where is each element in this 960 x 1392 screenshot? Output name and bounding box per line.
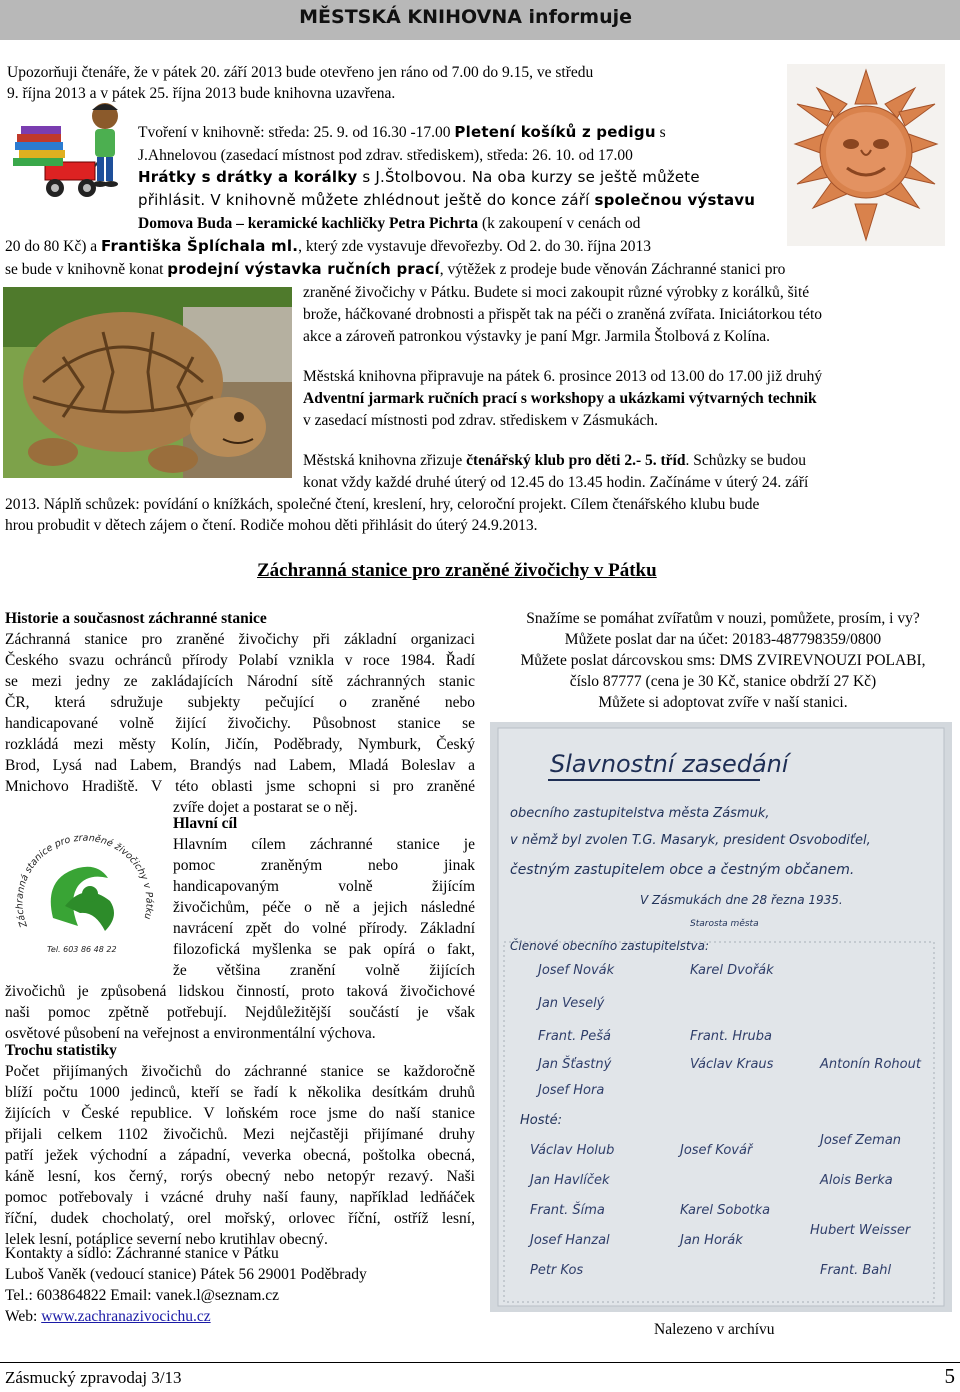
stats-heading: Trochu statistiky	[5, 1042, 117, 1059]
archive-signature: Václav Holub	[530, 1143, 615, 1158]
page-number: 5	[944, 1364, 955, 1388]
section-title: Záchranná stanice pro zraněné živočichy v Pátku	[257, 560, 657, 581]
archive-signature: Josef Kovář	[680, 1143, 753, 1158]
goal-paragraph: Hlavním cílem záchranné stanice je pomoc zraněným nebo jinak handicapovaným volně žijícím živočichům, péče o ně a jejich následné navrácení zpět do volné přírody. Základní filozofická myšlenka se pak opírá o fakt, že většina zranění volně žijících	[173, 836, 475, 979]
archive-guests-label: Hosté:	[520, 1113, 562, 1128]
archive-signature: Josef Novák	[538, 963, 615, 978]
archive-heading: Slavnostní zasedání	[550, 750, 789, 778]
workshop-line: 20 do 80 Kč) a Františka Šplíchala ml., který zde vystavuje dřevořezby. Od 2. do 30. října 2013	[5, 237, 651, 255]
goal-heading: Hlavní cíl	[173, 815, 238, 832]
workshop-line: J.Ahnelovou (zasedací místnost pod zdrav. střediskem), středa: 26. 10. od 17.00	[138, 147, 633, 164]
logo-tel: Tel. 603 86 48 22	[47, 945, 117, 954]
archive-signature: Jan Veselý	[538, 996, 605, 1011]
archive-members-label: Členové obecního zastupitelstva:	[510, 939, 710, 953]
svg-text:Záchranná stanice pro zraněné	[14, 833, 154, 930]
ceramic-sun-photo	[787, 64, 945, 246]
workshop-line: Domova Buda – keramické kachličky Petra Pichrta (k zakoupení v cenách od	[138, 215, 641, 232]
history-paragraph-end: zvíře dojet a postarat se o něj.	[173, 799, 358, 816]
archive-signature: Frant. Hruba	[690, 1029, 772, 1044]
archive-signature: Václav Kraus	[690, 1057, 774, 1072]
closure-line: Upozorňuji čtenáře, že v pátek 20. září 2013 bude otevřeno jen ráno od 7.00 do 9.15, ve středu	[7, 64, 594, 81]
workshop-line: zraněné živočichy v Pátku. Budete si moci zakoupit různé výrobky z korálků, šité	[303, 284, 810, 301]
archive-signature: Jan Havlíček	[530, 1173, 610, 1188]
history-heading: Historie a současnost záchranné stanice	[5, 610, 267, 627]
workshop-line: Hrátky s drátky a korálky s J.Štolbovou. Na oba kurzy se ještě můžete	[138, 168, 700, 186]
archive-line: čestným zastupitelem obce a čestným občanem.	[510, 862, 855, 878]
footer-rule	[0, 1362, 960, 1363]
logo-text: Záchranná stanice pro zraněné živočichy v Pátku	[14, 832, 155, 929]
archive-signature: Jan Šťastný	[538, 1057, 612, 1072]
archive-line: Starosta města	[690, 919, 759, 929]
archive-signature: Josef Hanzal	[530, 1233, 610, 1248]
archive-line: V Zásmukách dne 28 řezna 1935.	[640, 893, 843, 907]
workshop-line: přihlásit. V knihovně můžete zhlédnout ještě do konce září společnou výstavu	[138, 191, 756, 209]
workshop-line: Tvoření v knihovně: středa: 25. 9. od 16.30 -17.00 Pletení košíků z pedigu s	[138, 123, 666, 141]
workshop-line: se bude v knihovně konat prodejní výstavka ručních prací, výtěžek z prodeje bude věnován Záchranné stanici pro	[5, 260, 786, 278]
page-header-title: MĚSTSKÁ KNIHOVNA informuje	[299, 6, 632, 28]
archive-caption: Nalezeno v archívu	[654, 1321, 775, 1338]
history-paragraph: Záchranná stanice pro zraněné živočichy při základní organizaci Českého svazu ochránců přírody Polabí vznikla v roce 1984. Řadí se mezi jedny ze zakládajících Národní sítě záchranných stanic ČR, která sdružuje subjekty pečující o zraněné nebo handicapované volně žijící živočichy. Působnost stanice se rozkládá mezi městy Kolín, Jičín, Poděbrady, Nymburk, Český Brod, Lysá nad Labem, Brandýs nad Labem, Mladá Boleslav a Mnichovo Hradiště. V této oblasti jsme schopni si pro zraněné	[5, 631, 475, 795]
archive-signature: Frant. Šíma	[530, 1203, 605, 1218]
archive-signature: Jan Horák	[680, 1233, 743, 1248]
advent-line: v zasedací místnosti pod zdrav. střediskem v Zásmukách.	[303, 412, 658, 429]
archive-signature: Petr Kos	[530, 1263, 584, 1278]
website-link[interactable]: www.zachranazivocichu.cz	[41, 1308, 211, 1325]
archive-signature: Hubert Weisser	[810, 1223, 911, 1238]
archive-signature: Josef Hora	[538, 1083, 605, 1098]
club-line: hrou probudit v dětech zájem o čtení. Rodiče mohou děti přihlásit do úterý 24.9.2013.	[5, 517, 538, 534]
contacts: Kontakty a sídlo: Záchranné stanice v Pátku Luboš Vaněk (vedoucí stanice) Pátek 56 29001 Poděbrady Tel.: 603864822 Email: vanek.l@seznam.cz Web: www.zachranazivocichu.cz	[5, 1245, 367, 1325]
child-books-illustration	[5, 100, 132, 205]
archive-signature: Frant. Pešá	[538, 1029, 611, 1044]
archive-signature: Frant. Bahl	[820, 1263, 892, 1278]
archive-signature: Alois Berka	[820, 1173, 893, 1188]
archive-line: obecního zastupitelstva města Zásmuk,	[510, 806, 770, 821]
archive-signature: Antonín Rohout	[820, 1057, 921, 1072]
club-line: Městská knihovna zřizuje čtenářský klub pro děti 2.- 5. tříd. Schůzky se budou	[303, 452, 806, 469]
archive-signature: Karel Dvořák	[690, 963, 774, 978]
goal-paragraph-cont: živočichů je způsobená lidskou činností, proto taková živočichové naši pomoc zpětně potřebují. Nejdůležitější součástí je však osvětové působení na veřejnost a environmentální výchova.	[5, 983, 475, 1042]
workshop-line: akce a zároveň patronkou výstavky je paní Mgr. Jarmila Štolbová z Kolína.	[303, 328, 771, 345]
footer-publication: Zásmucký zpravodaj 3/13	[5, 1368, 182, 1387]
archive-signature: Karel Sobotka	[680, 1203, 771, 1218]
wooden-tortoise-photo	[3, 287, 292, 478]
rescue-station-logo	[5, 806, 168, 964]
advent-line: Adventní jarmark ručních prací s workshopy a ukázkami výtvarných technik	[303, 390, 817, 407]
archive-signature: Josef Zeman	[820, 1133, 902, 1148]
club-line: 2013. Náplň schůzek: povídání o knížkách, společné čtení, kreslení, hry, celoroční projekt. Cílem čtenářského klubu bude	[5, 496, 760, 513]
stats-paragraph: Počet přijímaných živočichů do záchranné stanice se každoročně blíží počtu 1000 jedinců, kteří se řadí k několika desítkám druhů žijících v České republice. V loňském roce jsme do naší stanice přijali celkem 1102 živočichů. Mezi nejčastěji přijímané druhy patří ježek východní a západní, veverka obecná, poštolka obecná, káně lesní, kos černý, rorýs obecný nebo netopýr rezavý. Naši pomoc potřebovaly i vzácné druhy naší fauny, například ledňáček říční, dudek chocholatý, orel mořský, orlovec říční, ostříž lesní, lelek lesní, potáplice severní nebo krutihlav obecný.	[5, 1063, 475, 1248]
archive-document-photo	[490, 722, 952, 1312]
closure-line: 9. října 2013 a v pátek 25. října 2013 bude knihovna uzavřena.	[7, 85, 396, 102]
advent-line: Městská knihovna připravuje na pátek 6. prosince 2013 od 13.00 do 17.00 již druhý	[303, 368, 823, 385]
donation-appeal: Snažíme se pomáhat zvířatům v nouzi, pomůžete, prosím, i vy? Můžete poslat dar na účet: 20183-487798359/0800 Můžete poslat dárcovskou sms: DMS ZVIREVNOUZI POLABI, číslo 87777 (cena je 30 Kč, stanice obdrží 27 Kč) Můžete si adoptovat zvíře v naší stanici.	[520, 610, 926, 711]
club-line: konat vždy každé druhé úterý od 12.45 do 13.45 hodin. Začínáme v úterý 24. září	[303, 474, 809, 491]
archive-line: v němž byl zvolen T.G. Masaryk, president Osvobodiťel,	[510, 833, 871, 848]
workshop-line: brože, háčkované drobnosti a přispět tak na péči o zraněná zvířata. Iniciátorkou této	[303, 306, 823, 323]
